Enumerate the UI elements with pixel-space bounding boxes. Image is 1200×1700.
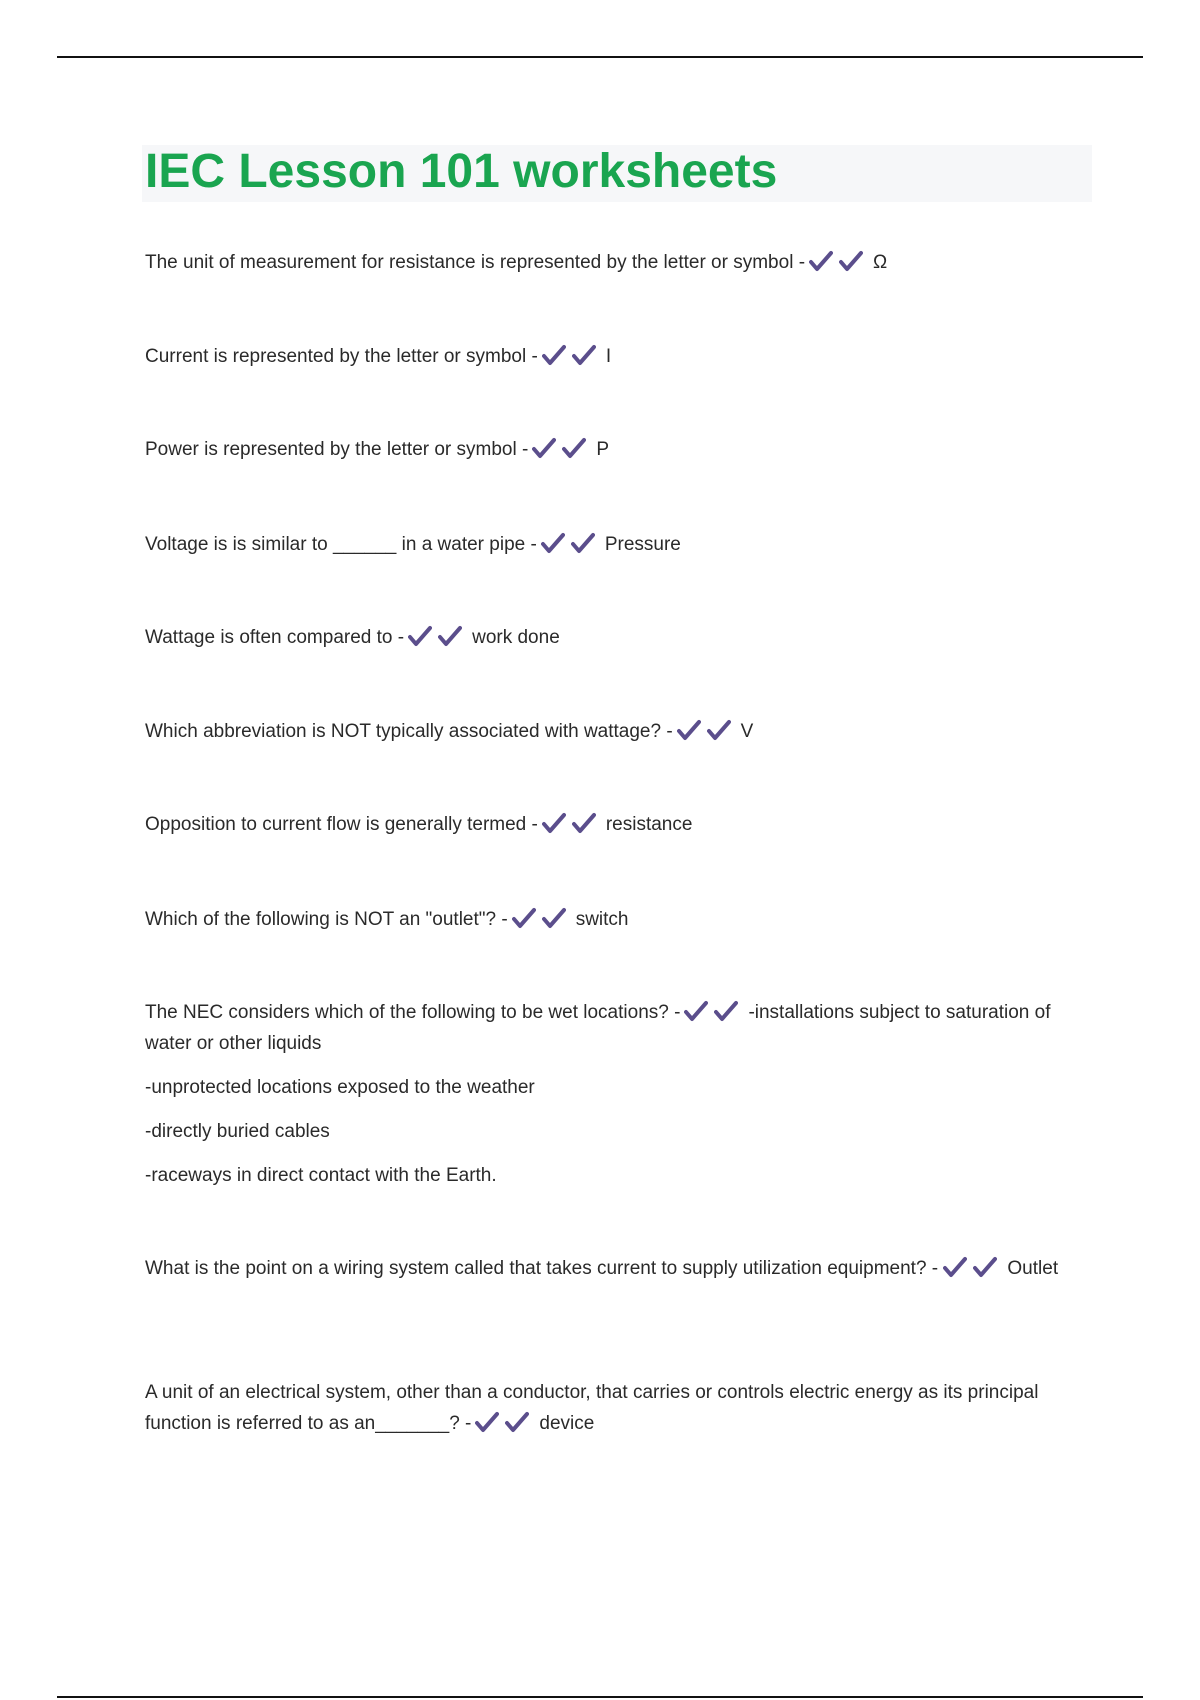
page-title: IEC Lesson 101 worksheets bbox=[145, 145, 778, 198]
qa-item-1 bbox=[145, 247, 1095, 278]
check-icon bbox=[943, 1256, 967, 1278]
check-icon bbox=[839, 250, 863, 272]
question-text: The NEC considers which of the following to be wet locations? - bbox=[145, 1002, 681, 1023]
qa-item-3 bbox=[145, 434, 1095, 465]
check-icon bbox=[714, 1000, 738, 1022]
qa-item-2 bbox=[145, 341, 1095, 372]
bottom-rule bbox=[57, 1696, 1143, 1698]
check-icon bbox=[809, 250, 833, 272]
double-check-icon bbox=[943, 1253, 1003, 1284]
check-icon bbox=[684, 1000, 708, 1022]
double-check-icon bbox=[532, 434, 592, 465]
qa-line bbox=[145, 622, 1095, 653]
question-text: Opposition to current flow is generally termed - bbox=[145, 814, 538, 835]
answer-extra-line: -unprotected locations exposed to the weather bbox=[145, 1077, 535, 1098]
double-check-icon bbox=[542, 341, 602, 372]
answer-text: work done bbox=[472, 627, 560, 648]
top-rule bbox=[57, 56, 1143, 58]
double-check-icon bbox=[684, 997, 744, 1028]
check-icon bbox=[677, 719, 701, 741]
question-text: Which abbreviation is NOT typically associated with wattage? - bbox=[145, 721, 673, 742]
check-icon bbox=[512, 907, 536, 929]
qa-line bbox=[145, 247, 1095, 278]
double-check-icon bbox=[809, 247, 869, 278]
answer-text: I bbox=[605, 346, 612, 367]
qa-item-11 bbox=[145, 1377, 1095, 1439]
qa-line bbox=[145, 341, 1095, 372]
question-text: Power is represented by the letter or symbol - bbox=[145, 439, 529, 460]
question-text: A unit of an electrical system, other than a conductor, that carries or controls electric energy as its principal function is referred to as an_______? - bbox=[145, 1382, 1039, 1434]
qa-line bbox=[145, 1253, 1095, 1284]
question-text: Current is represented by the letter or symbol - bbox=[145, 346, 538, 367]
double-check-icon bbox=[541, 529, 601, 560]
qa-item-8 bbox=[145, 904, 1095, 935]
qa-item-9 bbox=[145, 997, 1095, 1191]
qa-item-6 bbox=[145, 716, 1095, 747]
answer-text: P bbox=[596, 439, 610, 460]
double-check-icon bbox=[677, 716, 737, 747]
check-icon bbox=[572, 344, 596, 366]
question-text: Voltage is is similar to ______ in a water pipe - bbox=[145, 534, 537, 555]
check-icon bbox=[475, 1411, 499, 1433]
check-icon bbox=[562, 437, 586, 459]
check-icon bbox=[571, 532, 595, 554]
answer-text: resistance bbox=[605, 814, 693, 835]
double-check-icon bbox=[475, 1408, 535, 1439]
answer-text: -installations subject to saturation of water or other liquids bbox=[145, 1002, 1051, 1054]
qa-item-7 bbox=[145, 809, 1095, 840]
check-icon bbox=[542, 812, 566, 834]
check-icon bbox=[542, 344, 566, 366]
check-icon bbox=[438, 625, 462, 647]
check-icon bbox=[541, 532, 565, 554]
qa-line bbox=[145, 434, 1095, 465]
answer-text: Outlet bbox=[1007, 1258, 1059, 1279]
check-icon bbox=[572, 812, 596, 834]
question-text: What is the point on a wiring system called that takes current to supply utilization equipment? - bbox=[145, 1258, 939, 1279]
qa-item-5 bbox=[145, 622, 1095, 653]
double-check-icon bbox=[512, 904, 572, 935]
check-icon bbox=[408, 625, 432, 647]
qa-line bbox=[145, 997, 1095, 1059]
check-icon bbox=[505, 1411, 529, 1433]
answer-extra-line: -directly buried cables bbox=[145, 1121, 330, 1142]
answer-text: Pressure bbox=[604, 534, 681, 555]
answer-text: device bbox=[539, 1413, 595, 1434]
check-icon bbox=[532, 437, 556, 459]
check-icon bbox=[973, 1256, 997, 1278]
question-text: Wattage is often compared to - bbox=[145, 627, 405, 648]
qa-item-4 bbox=[145, 529, 1095, 560]
qa-item-10 bbox=[145, 1253, 1095, 1284]
answer-text: Ω bbox=[873, 252, 888, 273]
qa-line bbox=[145, 716, 1095, 747]
check-icon bbox=[542, 907, 566, 929]
qa-line bbox=[145, 904, 1095, 935]
double-check-icon bbox=[408, 622, 468, 653]
answer-text: switch bbox=[575, 909, 629, 930]
question-text: Which of the following is NOT an "outlet"? - bbox=[145, 909, 508, 930]
double-check-icon bbox=[542, 809, 602, 840]
qa-line bbox=[145, 1377, 1095, 1439]
question-text: The unit of measurement for resistance is represented by the letter or symbol - bbox=[145, 252, 806, 273]
answer-extra-line: -raceways in direct contact with the Earth. bbox=[145, 1165, 497, 1186]
check-icon bbox=[707, 719, 731, 741]
qa-line bbox=[145, 809, 1095, 840]
answer-text: V bbox=[740, 721, 754, 742]
qa-line bbox=[145, 529, 1095, 560]
